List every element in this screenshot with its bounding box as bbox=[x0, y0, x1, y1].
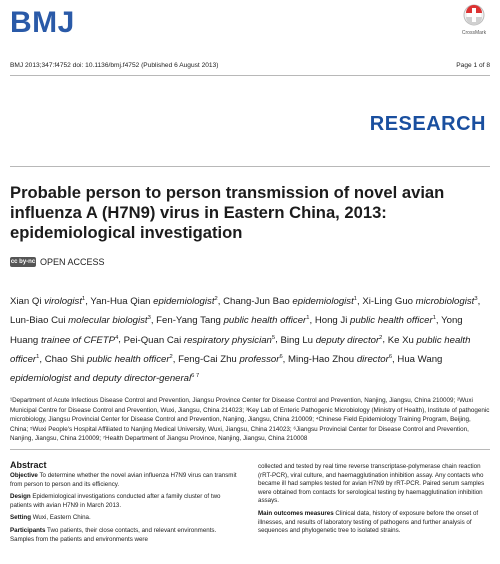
outcomes-label: Main outcomes measures bbox=[258, 509, 334, 517]
author-role: epidemiologist bbox=[153, 296, 215, 308]
author-role: public health officer bbox=[350, 315, 433, 327]
open-access-badge[interactable] bbox=[10, 257, 105, 267]
abstract-participants bbox=[10, 527, 240, 544]
page-number: Page 1 of 8 bbox=[456, 62, 490, 69]
objective-label: Objective bbox=[10, 472, 38, 479]
author-name: Bing Lu bbox=[280, 334, 316, 346]
header-rule bbox=[10, 75, 490, 76]
abstract-objective bbox=[10, 472, 240, 489]
crossmark-badge[interactable] bbox=[456, 4, 492, 36]
author-entry bbox=[124, 335, 275, 346]
design-text: Epidemiological investigations conducted after a family cluster of two patients with avian H7N9 in March 2013. bbox=[10, 493, 221, 509]
author-entry bbox=[223, 296, 357, 307]
author-role: molecular biologist bbox=[68, 315, 148, 327]
author-role: trainee of CFETP bbox=[40, 334, 116, 346]
author-name: Chao Shi bbox=[44, 353, 87, 365]
author-entry bbox=[315, 315, 436, 326]
section-label: RESEARCH bbox=[369, 113, 486, 135]
participants-text: Two patients, their close contacts, and relevant environments. Samples from the patients and environments were bbox=[10, 526, 217, 543]
author-entry bbox=[10, 315, 151, 326]
author-affiliation-number: 1 bbox=[353, 296, 357, 302]
design-label: Design bbox=[10, 493, 31, 501]
author-affiliation-number: 1 bbox=[432, 315, 436, 322]
author-affiliation-number: 4 bbox=[115, 334, 119, 341]
author-name: Pei-Quan Cai bbox=[123, 334, 184, 346]
author-name: Hong Ji bbox=[314, 315, 351, 327]
author-entry bbox=[280, 335, 382, 346]
cc-license-icon: cc by-nc bbox=[10, 259, 36, 265]
section-rule bbox=[10, 166, 490, 167]
author-name: Yong Huang bbox=[10, 315, 463, 346]
objective-text: To determine whether the novel avian influenza H7N9 virus can transmit from person to person and its efficiency. bbox=[10, 472, 237, 488]
participants-label: Participants bbox=[10, 526, 46, 534]
open-access-label: OPEN ACCESS bbox=[40, 257, 105, 267]
author-entry bbox=[288, 354, 392, 365]
author-role: microbiologist bbox=[415, 296, 475, 308]
citation-text: BMJ 2013;347:f4752 doi: 10.1136/bmj.f4752 (Published 6 August 2013) bbox=[10, 62, 219, 69]
crossmark-label: CrossMark bbox=[461, 30, 487, 36]
author-name: Ke Xu bbox=[387, 334, 417, 346]
author-affiliation-number: 1 bbox=[306, 315, 310, 322]
author-affiliation-number: 6 bbox=[388, 353, 393, 360]
author-entry bbox=[90, 296, 217, 307]
author-role: director bbox=[356, 353, 389, 365]
outcomes-text: Clinical data, history of exposure before the onset of illnesses, and results of laboratory testing of pathogens and further analysis of sequences and phylogenetic tree to isolated strains. bbox=[258, 509, 479, 535]
author-role: public health officer bbox=[86, 353, 170, 365]
author-affiliation-number: 6 bbox=[279, 353, 283, 360]
author-affiliation-number: 1 bbox=[82, 296, 86, 302]
affiliations: ¹Department of Acute Infectious Disease Control and Prevention, Jiangsu Province Center for Disease Control and Prevention, Nanjing, Jiangsu, China 210009; ²Wuxi Municipal Centre for Disease Control and Prevention, Wuxi, Jiangsu, China 214023; ³Key Lab of Enteric Pathogenic Microbiology (Ministry of Health), Institute of pathogenic microbiology, Jiangsu Provincial Center for Disease Control and Prevention, Nanjing, Jiangsu, China 210009; ⁴Chinese Field Epidemiology Training Program, Beijing, China; ⁵Wuxi People's Hospital Affiliated to Nanjing Medical University, Wuxi, Jiangsu, China 214023; ⁶Jiangsu Provincial Center for Disease Control and Prevention, Nanjing, Jiangsu, China 210009; ⁷Health Department of Jiangsu Province, Nanjing, Jiangsu, China 210008 bbox=[10, 397, 490, 443]
abstract-left-column bbox=[10, 472, 240, 548]
author-name: Yan-Hua Qian bbox=[90, 296, 154, 308]
author-role: deputy director bbox=[315, 334, 380, 346]
author-name: Feng-Cai Zhu bbox=[178, 353, 240, 365]
author-affiliation-number: 3 bbox=[147, 315, 151, 322]
author-affiliation-number: 2 bbox=[379, 334, 383, 341]
author-role: epidemiologist and deputy director-general bbox=[10, 372, 192, 384]
author-entry bbox=[45, 354, 173, 365]
citation-line bbox=[10, 62, 490, 69]
author-role: respiratory physician bbox=[183, 334, 272, 346]
abstract-outcomes bbox=[258, 510, 488, 536]
crossmark-icon bbox=[463, 4, 485, 26]
author-entry bbox=[156, 315, 309, 326]
author-list: Xian Qi virologist$^1$, Yan-Hua Qian epidemiologist$^2$, Chang-Jun Bao epidemiologist$^1$, Xi-Ling Guo microbiologist$^3$, Lun-Biao Cui molecular biologist$^3$, Fen-Yang Tang public health officer$^1$, Hong Ji public health officer$^1$, Yong Huang trainee of CFETP$^4$, Pei-Quan Cai respiratory physician$^5$, Bing Lu deputy director$^2$, Ke Xu public health officer$^1$, Chao Shi public health officer$^2$, Feng-Cai Zhu professor$^6$, Ming-Hao Zhou director$^6$, Hua Wang epidemiologist and deputy director-general$^{6 7}$ bbox=[10, 296, 481, 384]
setting-text: Wuxi, Eastern China. bbox=[32, 514, 91, 522]
author-role: public health officer bbox=[223, 315, 307, 327]
author-affiliation-number: 6 7 bbox=[191, 372, 200, 379]
abstract-setting bbox=[10, 514, 240, 523]
author-name: Xi-Ling Guo bbox=[362, 296, 416, 308]
author-affiliation-number: 2 bbox=[214, 296, 218, 302]
author-name: Xian Qi bbox=[10, 296, 45, 308]
abstract-continuation: collected and tested by real time reverse transcriptase-polymerase chain reaction (rRT-PCR), viral culture, and haemagglutination inhibition assay. Any contacts who became ill had samples tested for avian H7N9 by rRT-PCR. Paired serum samples were obtained from contacts for serological testing by haemagglutination inhibition assays. bbox=[258, 463, 485, 505]
author-role: public health officer bbox=[10, 334, 471, 365]
author-affiliation-number: 1 bbox=[36, 353, 40, 360]
author-affiliation-number: 3 bbox=[474, 296, 478, 302]
setting-label: Setting bbox=[10, 514, 31, 522]
author-affiliation-number: 2 bbox=[169, 353, 173, 360]
author-entry bbox=[178, 354, 283, 365]
abstract-design bbox=[10, 493, 240, 510]
author-name: Fen-Yang Tang bbox=[156, 315, 224, 327]
author-name: Lun-Biao Cui bbox=[10, 315, 69, 327]
article-title: Probable person to person transmission of novel avian influenza A (H7N9) virus in Eastern China, 2013: epidemiological investigation bbox=[10, 183, 445, 242]
author-role: virologist bbox=[44, 296, 82, 308]
author-entry bbox=[362, 296, 477, 307]
author-affiliation-number: 5 bbox=[271, 334, 276, 341]
author-entry bbox=[10, 296, 85, 307]
abstract-heading: Abstract bbox=[10, 460, 47, 470]
abstract-right-column bbox=[258, 463, 488, 540]
journal-logo: BMJ bbox=[10, 6, 75, 39]
author-role: epidemiologist bbox=[292, 296, 354, 308]
affiliation-rule bbox=[10, 449, 490, 450]
author-role: professor bbox=[239, 353, 280, 365]
author-name: Ming-Hao Zhou bbox=[288, 353, 357, 365]
author-name: Chang-Jun Bao bbox=[223, 296, 293, 308]
author-name: Hua Wang bbox=[397, 353, 443, 365]
